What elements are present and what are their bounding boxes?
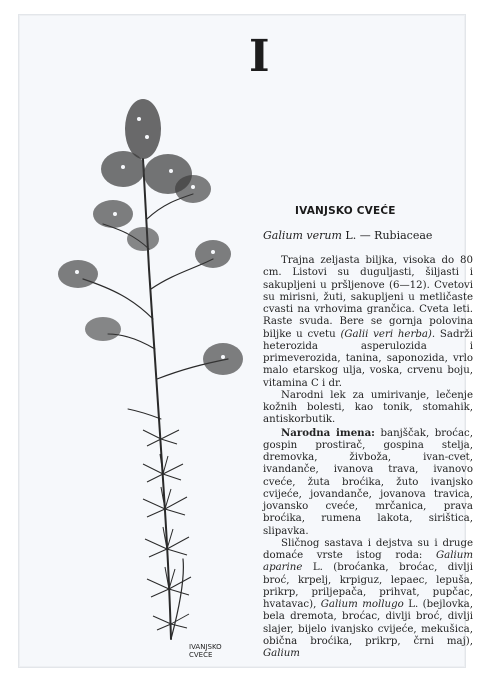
chapter-letter: I: [249, 31, 270, 82]
paragraph-related-species: [263, 538, 473, 661]
paragraph-use: Narodni lek za umirivanje, lečenje kožnih bolesti, kao tonik, stomahik, antiskorbutik.: [263, 389, 473, 426]
description-composition: Sadrži heterozida asperulozida i primeverozida, tanina, saponozida, vrlo malo etarskog ulja, voska, crvenu boju, vitamina C i dr.: [263, 328, 473, 389]
latin-author-family: L. — Rubiaceae: [345, 229, 433, 242]
article-title: IVANJSKO CVEĆE: [295, 205, 396, 217]
related-names-1: L. (broćanka, broćac, divlji broć, krpelj, krpiguz, lepaec, lepuša, prikrp, priljepača, prihvat, pupčac, hvatavac),: [263, 562, 473, 610]
latin-genus: Galium verum: [263, 229, 342, 242]
figure-caption: [189, 643, 222, 659]
related-intro: Sličnog sastava i dejstva su i druge domaće vrste istog roda:: [263, 537, 473, 561]
description-latin: (Galii veri herba).: [340, 328, 436, 340]
book-page: [18, 14, 473, 668]
related-latin-1: Galium aparine: [263, 550, 473, 574]
article-body: [263, 255, 473, 660]
related-latin-3: Galium: [263, 648, 300, 659]
related-latin-2: Galium mollugo: [320, 599, 404, 610]
folk-names-label: Narodna imena:: [281, 426, 375, 439]
paragraph-description: [263, 255, 473, 390]
caption-line-1: IVANJSKO: [189, 643, 222, 651]
plant-illustration: [53, 89, 253, 649]
paragraph-folk-names: [263, 427, 473, 538]
description-text: Trajna zeljasta biljka, visoka do 80 cm. Listovi su duguljasti, šiljasti i sakupljeni u pršljenove (6—12). Cvetovi su mirisni, žuti, sakupljeni u metličaste cvasti na vrhovima grančica. Cveta leti. Raste svuda. Bere se gornja polovina biljke u cvetu: [263, 255, 473, 340]
caption-line-2: CVEĆE: [189, 651, 213, 659]
related-names-2: L. (bejlovka, bela dremota, broćac, divlji broć, divlji slajer, bijelo ivanjsko cvijeće, mekušica, obična broćika, prikrp, črni maj),: [263, 599, 473, 647]
latin-name: [263, 229, 432, 242]
folk-names-text: banjščak, broćac, gospin prostirač, gospina stelja, dremovka, živboža, ivan-cvet, ivandanče, ivanova trava, ivanovo cveće, žuta broćika, žuto ivanjsko cvijeće, jovandanče, jovanova travica, jovansko cveće, mrčanica, prava broćika, rumena lakota, sirištica, slipavka.: [263, 427, 473, 537]
